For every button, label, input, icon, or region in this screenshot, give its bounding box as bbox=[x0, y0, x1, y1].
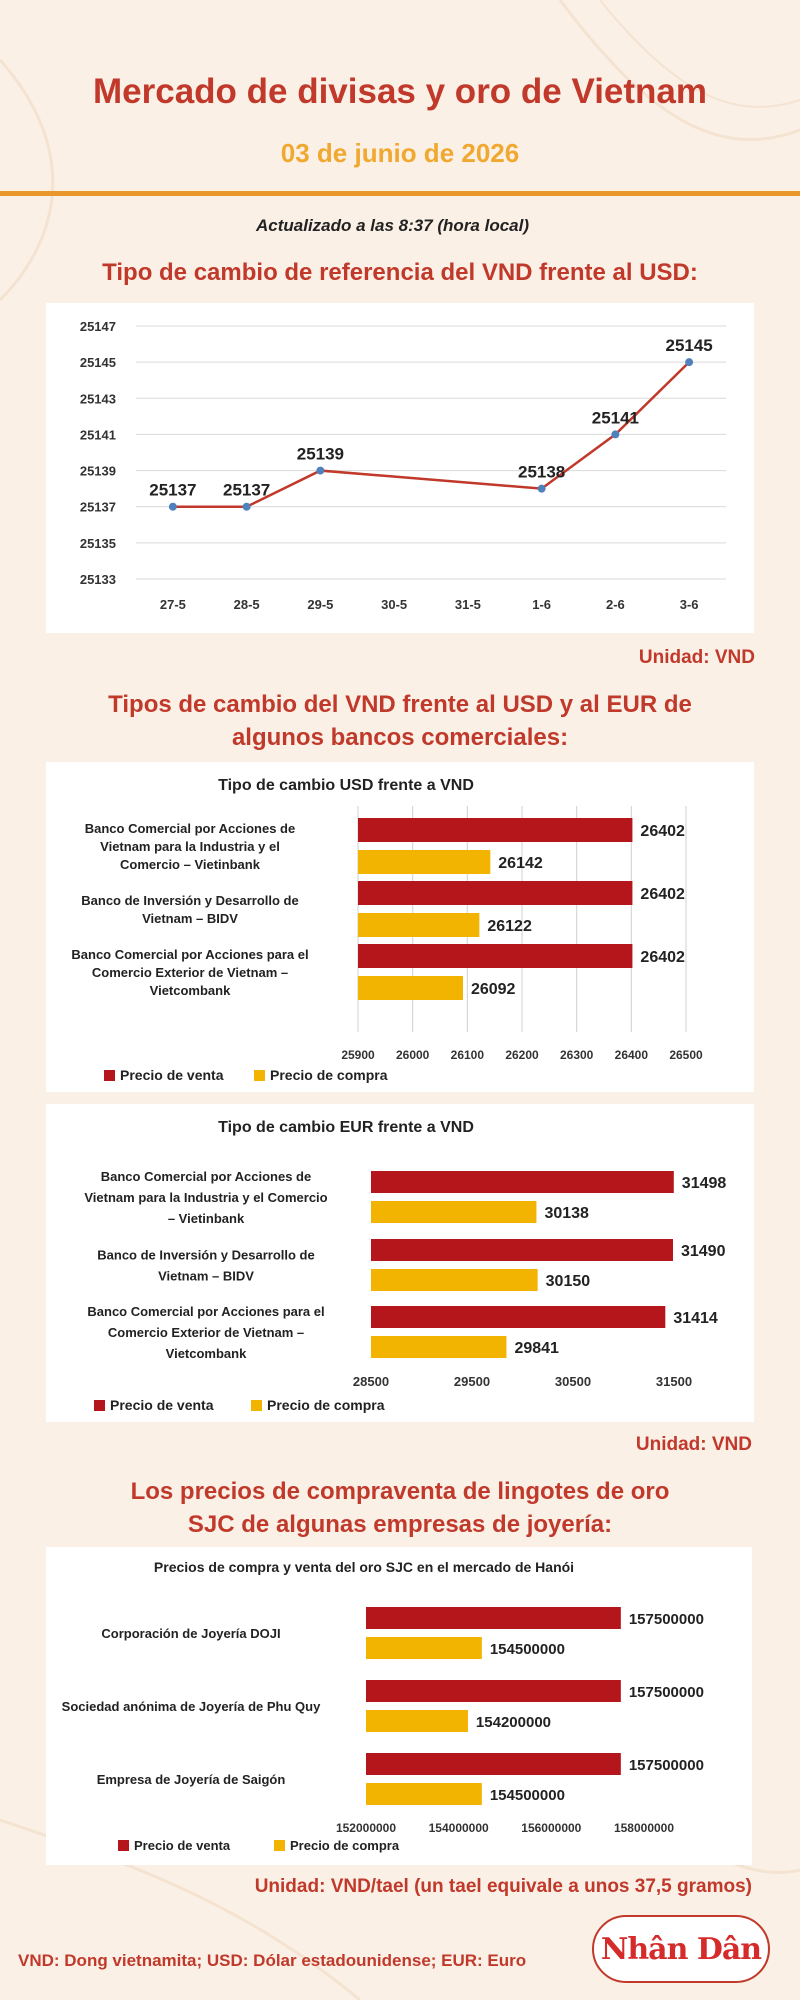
reference-rate-title: Tipo de cambio de referencia del VND frente al USD: bbox=[102, 259, 698, 286]
x-tick-label: 26500 bbox=[669, 1048, 703, 1062]
usd-rate-card bbox=[46, 762, 754, 1092]
legend-swatch-sell bbox=[104, 1070, 115, 1081]
data-label: 29841 bbox=[514, 1340, 559, 1357]
data-label: 157500000 bbox=[628, 1757, 704, 1774]
x-tick-label: 29-5 bbox=[307, 597, 334, 612]
category-label: Sociedad anónima de Joyería de Phu Quy bbox=[61, 1699, 321, 1714]
data-label: 157500000 bbox=[628, 1611, 704, 1628]
x-tick-label: 152000000 bbox=[335, 1821, 397, 1835]
data-label: 31498 bbox=[681, 1175, 727, 1192]
page-date: 03 de junio de 2026 bbox=[280, 138, 520, 168]
category-label: Banco Comercial por Acciones para el bbox=[87, 1304, 325, 1319]
x-tick-label: 26300 bbox=[559, 1048, 594, 1062]
x-tick-label: 158000000 bbox=[613, 1821, 675, 1835]
x-tick-label: 156000000 bbox=[521, 1821, 582, 1835]
page-title: Mercado de divisas y oro de Vietnam bbox=[92, 72, 708, 111]
data-point bbox=[685, 358, 693, 366]
logo-text: Nhân Dân bbox=[600, 1931, 762, 1967]
category-label: Vietnam – BIDV bbox=[142, 911, 238, 926]
x-tick-label: 3-6 bbox=[679, 597, 699, 612]
y-tick-label: 25141 bbox=[79, 427, 116, 443]
gold-price-chart bbox=[46, 1547, 752, 1865]
category-label: Vietcombank bbox=[165, 1346, 247, 1361]
data-label: 25145 bbox=[665, 336, 713, 356]
data-label: 31490 bbox=[680, 1243, 726, 1260]
data-label: 25139 bbox=[296, 444, 345, 464]
reference-rate-chart bbox=[46, 303, 754, 633]
category-label: Vietnam para la Industria y el bbox=[100, 839, 280, 854]
legend-label: Precio de compra bbox=[290, 1838, 400, 1853]
legend-label: Precio de venta bbox=[110, 1397, 214, 1413]
x-tick-label: 28-5 bbox=[233, 597, 260, 612]
x-tick-label: 31500 bbox=[655, 1374, 693, 1389]
legend-swatch-sell bbox=[94, 1400, 105, 1411]
legend-swatch-buy bbox=[251, 1400, 262, 1411]
buy-bar bbox=[371, 1201, 536, 1223]
x-tick-label: 25900 bbox=[341, 1048, 375, 1062]
category-label: – Vietinbank bbox=[167, 1211, 245, 1226]
chart-title: Tipo de cambio USD frente a VND bbox=[218, 777, 474, 794]
category-label: Corporación de Joyería DOJI bbox=[101, 1626, 281, 1641]
gold-unit: Unidad: VND/tael (un tael equivale a unos 37,5 gramos) bbox=[254, 1876, 752, 1897]
chart-title: Precios de compra y venta del oro SJC en el mercado de Hanói bbox=[153, 1559, 575, 1575]
category-label: Banco de Inversión y Desarrollo de bbox=[97, 1247, 315, 1263]
data-label: 25137 bbox=[222, 480, 271, 500]
x-tick-label: 1-6 bbox=[532, 597, 552, 612]
y-tick-label: 25147 bbox=[79, 319, 116, 334]
data-label: 157500000 bbox=[628, 1684, 704, 1701]
category-label: Comercio – Vietinbank bbox=[120, 857, 260, 872]
gold-price-card bbox=[46, 1547, 752, 1865]
data-label: 26122 bbox=[487, 918, 532, 935]
x-tick-label: 26400 bbox=[614, 1048, 649, 1062]
x-tick-label: 2-6 bbox=[605, 597, 625, 612]
data-label: 30150 bbox=[545, 1273, 591, 1290]
y-tick-label: 25137 bbox=[79, 499, 116, 515]
category-label: Banco Comercial por Acciones de bbox=[84, 821, 296, 836]
legend-swatch-buy bbox=[274, 1840, 285, 1851]
legend-label: Precio de compra bbox=[270, 1067, 388, 1083]
legend-swatch-sell bbox=[118, 1840, 129, 1851]
sell-bar bbox=[371, 1306, 665, 1328]
bank-rates-title-line1: Tipos de cambio del VND frente al USD y al EUR de bbox=[108, 691, 692, 718]
category-label: Empresa de Joyería de Saigón bbox=[96, 1772, 286, 1787]
data-label: 26142 bbox=[498, 855, 543, 872]
data-point bbox=[243, 503, 251, 511]
eur-rate-chart bbox=[46, 1104, 754, 1422]
data-label: 25137 bbox=[149, 480, 197, 500]
chart-title: Tipo de cambio EUR frente a VND bbox=[218, 1119, 474, 1136]
sell-bar bbox=[366, 1753, 621, 1775]
data-point bbox=[169, 503, 177, 511]
data-label: 25141 bbox=[591, 408, 640, 428]
category-label: Vietnam – BIDV bbox=[158, 1268, 254, 1284]
data-label: 30138 bbox=[544, 1205, 589, 1222]
y-tick-label: 25135 bbox=[79, 535, 116, 551]
eur-rate-card bbox=[46, 1104, 754, 1422]
legend-label: Precio de venta bbox=[134, 1838, 231, 1853]
data-point bbox=[611, 430, 619, 438]
buy-bar bbox=[371, 1336, 506, 1358]
category-label: Banco Comercial por Acciones de bbox=[100, 1169, 312, 1184]
category-label: Vietnam para la Industria y el Comercio bbox=[84, 1190, 328, 1205]
buy-bar bbox=[358, 913, 479, 937]
x-tick-label: 27-5 bbox=[159, 597, 186, 612]
buy-bar bbox=[366, 1637, 482, 1659]
buy-bar bbox=[366, 1783, 482, 1805]
category-label: Banco Comercial por Acciones para el bbox=[71, 947, 309, 962]
data-label: 26092 bbox=[470, 981, 516, 998]
legend-label: Precio de venta bbox=[120, 1067, 224, 1083]
data-label: 31414 bbox=[673, 1310, 718, 1327]
gold-title-line1: Los precios de compraventa de lingotes de oro bbox=[130, 1478, 670, 1505]
y-tick-label: 25145 bbox=[79, 355, 116, 371]
data-label: 26402 bbox=[640, 949, 685, 966]
header-divider bbox=[0, 191, 800, 196]
x-tick-label: 26000 bbox=[395, 1048, 430, 1062]
reference-rate-card bbox=[46, 303, 754, 633]
category-label: Banco de Inversión y Desarrollo de bbox=[81, 893, 299, 908]
data-label: 154200000 bbox=[475, 1714, 552, 1731]
sell-bar bbox=[366, 1680, 621, 1702]
x-tick-label: 28500 bbox=[352, 1374, 390, 1389]
x-tick-label: 30-5 bbox=[381, 597, 408, 612]
x-tick-label: 154000000 bbox=[428, 1821, 489, 1835]
x-tick-label: 30500 bbox=[554, 1374, 592, 1389]
buy-bar bbox=[366, 1710, 468, 1732]
data-label: 25138 bbox=[517, 462, 566, 482]
x-tick-label: 26200 bbox=[505, 1048, 539, 1062]
gold-title-line2: SJC de algunas empresas de joyería: bbox=[187, 1511, 613, 1538]
category-label: Comercio Exterior de Vietnam – bbox=[107, 1325, 305, 1340]
y-tick-label: 25139 bbox=[79, 463, 116, 479]
reference-rate-unit: Unidad: VND bbox=[638, 647, 755, 668]
x-tick-label: 31-5 bbox=[454, 597, 481, 612]
sell-bar bbox=[358, 944, 632, 968]
updated-time: Actualizado a las 8:37 (hora local) bbox=[255, 216, 530, 235]
bank-rates-title-line2: algunos bancos comerciales: bbox=[231, 724, 569, 751]
sell-bar bbox=[358, 818, 632, 842]
category-label: Vietcombank bbox=[149, 983, 231, 998]
y-tick-label: 25143 bbox=[79, 391, 116, 407]
buy-bar bbox=[371, 1269, 538, 1291]
data-label: 154500000 bbox=[489, 1641, 565, 1658]
data-point bbox=[538, 485, 546, 493]
usd-rate-chart bbox=[46, 762, 754, 1092]
buy-bar bbox=[358, 976, 463, 1000]
data-label: 154500000 bbox=[489, 1787, 565, 1804]
data-label: 26402 bbox=[640, 886, 685, 903]
y-tick-label: 25133 bbox=[79, 572, 116, 587]
nhandan-logo bbox=[592, 1915, 770, 1983]
bank-rates-unit: Unidad: VND bbox=[635, 1434, 752, 1455]
category-label: Comercio Exterior de Vietnam – bbox=[91, 965, 289, 980]
sell-bar bbox=[371, 1239, 673, 1261]
sell-bar bbox=[371, 1171, 674, 1193]
data-point bbox=[316, 467, 324, 475]
buy-bar bbox=[358, 850, 490, 874]
x-tick-label: 26100 bbox=[450, 1048, 485, 1062]
sell-bar bbox=[358, 881, 632, 905]
footer-abbreviations: VND: Dong vietnamita; USD: Dólar estadounidense; EUR: Euro bbox=[18, 1951, 527, 1970]
sell-bar bbox=[366, 1607, 621, 1629]
legend-label: Precio de compra bbox=[267, 1397, 385, 1413]
x-tick-label: 29500 bbox=[453, 1374, 491, 1389]
data-label: 26402 bbox=[640, 823, 685, 840]
legend-swatch-buy bbox=[254, 1070, 265, 1081]
